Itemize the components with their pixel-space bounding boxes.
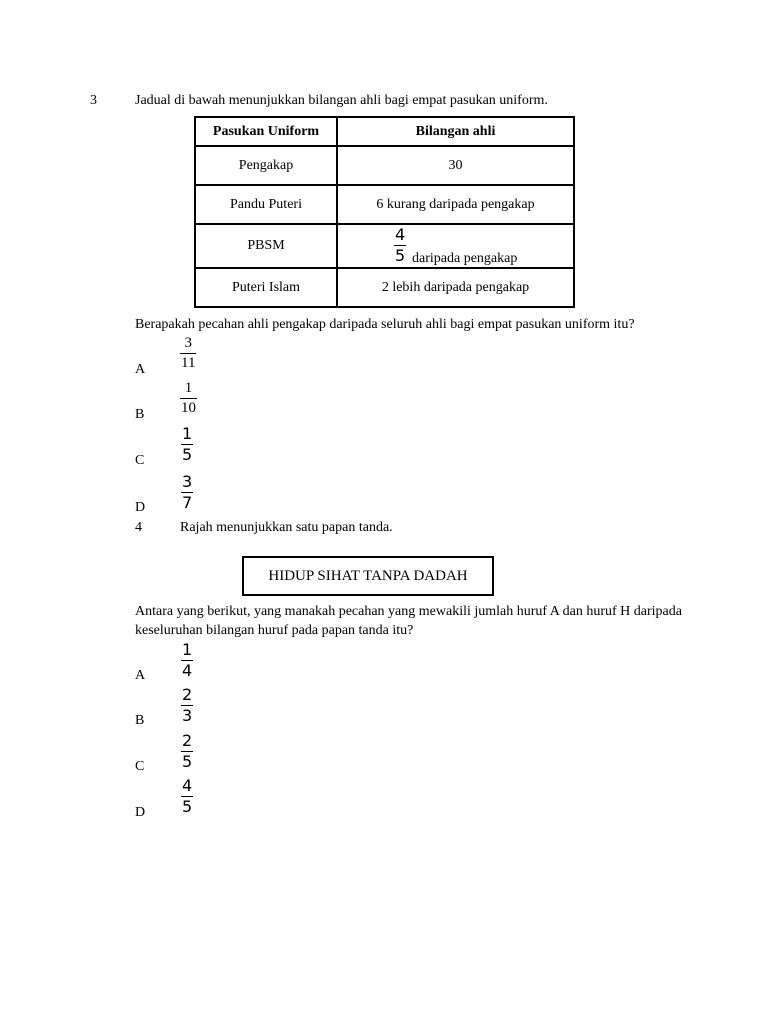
table-row — [195, 185, 574, 224]
uniform-team-table — [194, 116, 575, 308]
table-cell-team: Pandu Puteri — [195, 185, 337, 224]
option-c-fraction — [181, 426, 193, 463]
question-4-text-line-2: keseluruhan bilangan huruf pada papan tanda itu? — [135, 623, 414, 638]
table-cell-team: PBSM — [195, 224, 337, 268]
fraction-denominator: 5 — [182, 445, 193, 464]
table-header-team: Pasukan Uniform — [195, 117, 337, 146]
option-letter: B — [135, 407, 145, 422]
fraction-numerator: 3 — [184, 335, 192, 351]
fraction-denominator: 10 — [181, 400, 196, 416]
table-cell-members-text: daripada pengakap — [412, 251, 518, 266]
question-3-number: 3 — [90, 93, 97, 108]
table-cell-members: 30 — [337, 146, 574, 185]
signboard-text: HIDUP SIHAT TANPA DADAH — [268, 567, 468, 584]
fraction-numerator: 1 — [182, 640, 193, 659]
option-a-fraction — [180, 336, 196, 371]
question-4-intro: Rajah menunjukkan satu papan tanda. — [180, 520, 393, 535]
table-header-members: Bilangan ahli — [337, 117, 574, 146]
option-letter: C — [135, 453, 145, 468]
option-letter: B — [135, 713, 145, 728]
fraction-numerator: 4 — [395, 225, 406, 244]
table-cell-members: 6 kurang daripada pengakap — [337, 185, 574, 224]
fraction-numerator: 1 — [182, 424, 193, 443]
table-cell-members: 2 lebih daripada pengakap — [337, 268, 574, 307]
table-row — [195, 268, 574, 307]
table-cell-team: Puteri Islam — [195, 268, 337, 307]
fraction-numerator: 4 — [182, 776, 193, 795]
option-letter: D — [135, 805, 146, 820]
fraction-denominator: 3 — [182, 706, 193, 725]
option-a-fraction — [181, 642, 193, 679]
question-3-text: Berapakah pecahan ahli pengakap daripada seluruh ahli bagi empat pasukan uniform itu? — [135, 317, 635, 332]
option-letter: D — [135, 500, 146, 515]
table-cell-members-fraction — [337, 224, 574, 268]
signboard — [242, 556, 494, 596]
fraction-denominator: 5 — [182, 797, 193, 816]
fraction — [394, 227, 406, 264]
option-c-fraction — [181, 733, 193, 770]
option-b-fraction — [181, 687, 193, 724]
fraction-denominator: 5 — [182, 752, 193, 771]
fraction-denominator: 7 — [182, 493, 193, 512]
question-3-intro: Jadual di bawah menunjukkan bilangan ahli bagi empat pasukan uniform. — [135, 93, 548, 108]
question-4-text-line-1: Antara yang berikut, yang manakah pecahan yang mewakili jumlah huruf A dan huruf H daripada — [135, 604, 682, 619]
fraction-numerator: 1 — [184, 380, 193, 396]
fraction-numerator: 2 — [182, 685, 193, 704]
option-letter: A — [135, 668, 146, 683]
table-row — [195, 224, 574, 268]
fraction-numerator: 3 — [182, 472, 193, 491]
fraction-denominator: 11 — [181, 355, 196, 371]
fraction-denominator: 4 — [182, 661, 193, 680]
fraction-numerator: 2 — [182, 731, 193, 750]
question-4-number: 4 — [135, 520, 142, 535]
option-letter: A — [135, 362, 146, 377]
fraction-denominator: 5 — [395, 246, 406, 265]
table-cell-team: Pengakap — [195, 146, 337, 185]
option-letter: C — [135, 759, 145, 774]
option-d-fraction — [181, 778, 193, 815]
option-b-fraction — [180, 381, 197, 416]
table-header-row — [195, 117, 574, 146]
option-d-fraction — [181, 474, 193, 511]
table-row — [195, 146, 574, 185]
